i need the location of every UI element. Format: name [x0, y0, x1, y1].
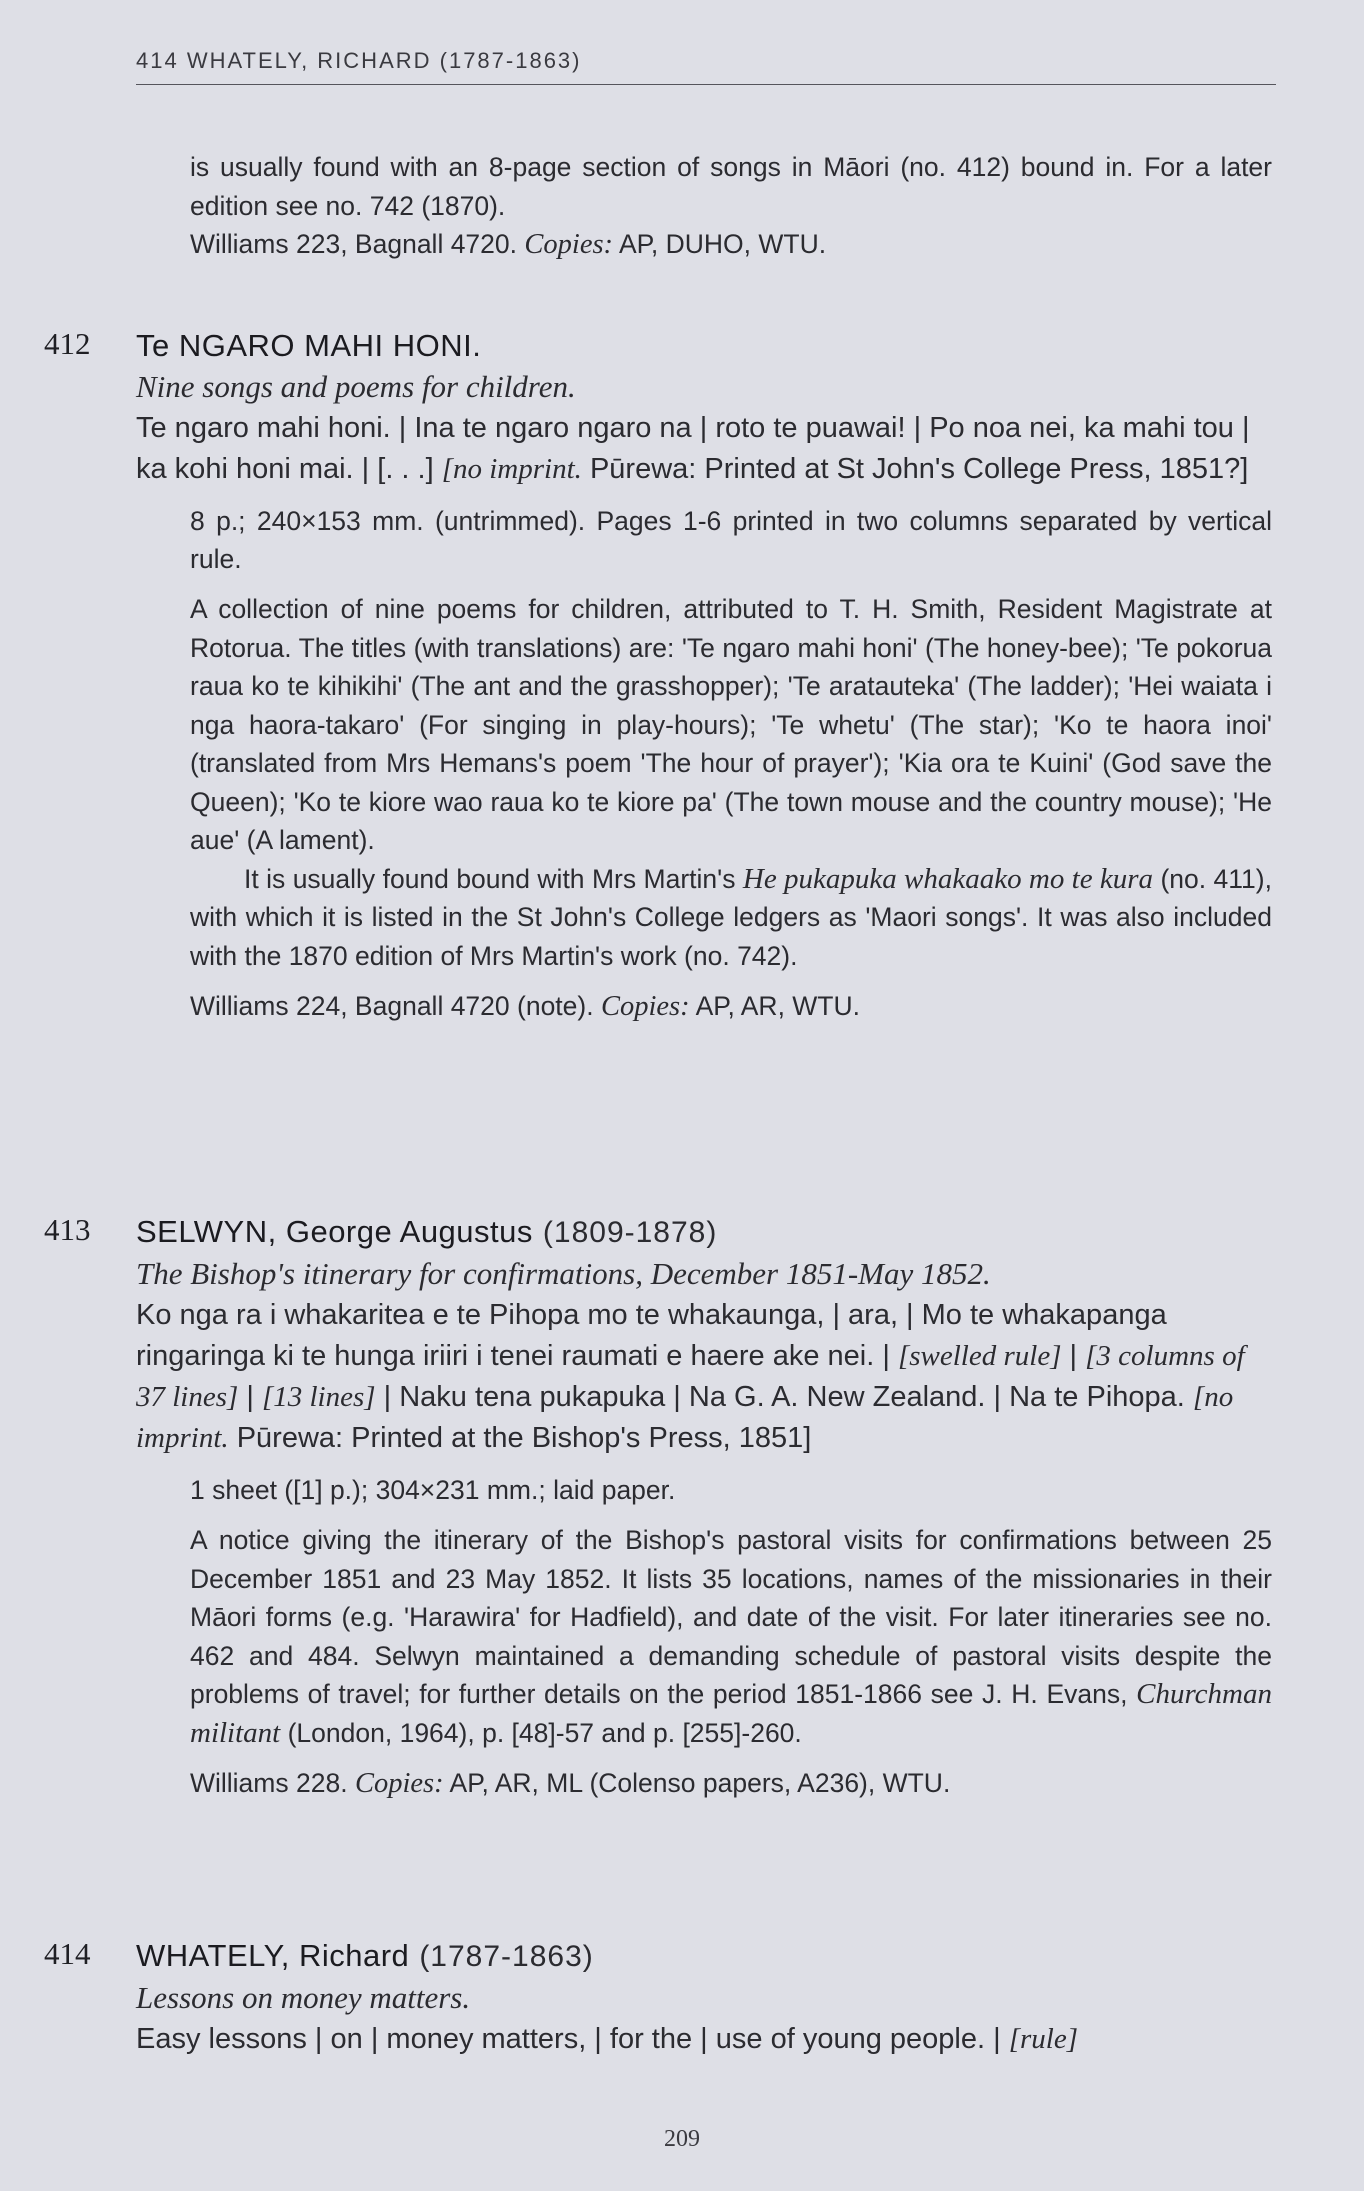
reference-list: Williams 223, Bagnall 4720. [190, 229, 518, 259]
entry-continuation [0, 148, 1364, 264]
note-paragraph: A collection of nine poems for children, attributed to T. H. Smith, Resident Magistrate at Rotorua. The titles (with translations) are: 'Te ngaro mahi honi' (The honey-bee); 'Te pokorua raua ko te kihikihi' (The ant and the grasshopper); 'Te aratauteka' (The ladder); 'Hei waiata i nga haora-takaro' (For singing in play-hours); 'Te whetu' (The star); 'Ko te haora inoi' (translated from Mrs Hemans's poem 'The hour of prayer'); 'Kia ora te Kuini' (God save the Queen); 'Ko te kiore wao raua ko te kiore pa' (The town mouse and the country mouse); 'He aue' (A lament). [190, 594, 1272, 855]
copies-label: Copies: [354, 1768, 444, 1799]
copies-list: AP, AR, ML (Colenso papers, A236), WTU. [449, 1768, 951, 1798]
copies-label: Copies: [600, 991, 690, 1022]
physical-description: 8 p.; 240×153 mm. (untrimmed). Pages 1-6 printed in two columns separated by vertical rule. [190, 506, 1272, 574]
entry-414 [0, 1936, 1364, 2060]
entry-notes [190, 1521, 1272, 1752]
author-name: SELWYN, George Augustus [136, 1214, 533, 1249]
author-dates: (1809-1878) [542, 1216, 718, 1249]
physical-description: 1 sheet ([1] p.); 304×231 mm.; laid paper. [190, 1475, 676, 1505]
entry-number: 414 [44, 1936, 91, 1971]
note-paragraph: It is usually found bound with Mrs Martin's He pukapuka whakaako mo te kura (no. 411), with which it is listed in the St John's College ledgers as 'Maori songs'. It was also included with the 1870 edition of Mrs Martin's work (no. 742). [190, 862, 1272, 971]
copies-list: AP, DUHO, WTU. [618, 229, 827, 259]
copies-list: AP, AR, WTU. [695, 991, 860, 1021]
entry-title: The Bishop's itinerary for confirmations, December 1851-May 1852. [136, 1256, 991, 1291]
imprint-note: [no imprint. [136, 1381, 1234, 1454]
entry-heading [136, 326, 1276, 366]
cited-title: He pukapuka whakaako mo te kura [742, 862, 1154, 895]
author-dates: (1787-1863) [419, 1940, 594, 1973]
cited-title: Churchman militant [190, 1678, 1272, 1749]
entry-heading [136, 1936, 1276, 1977]
references [190, 987, 1272, 1026]
title-transcription: Ko nga ra i whakaritea e te Pihopa mo te whakaunga, | ara, | Mo te whakapanga ringaringa ki te hunga iriiri i tenei raumati e haere ake nei. | [swelled rule] | [3 columns of 37 lines] | [13 lines] | Naku tena pukapuka | Na G. A. New Zealand. | Na te Pihopa. [no imprint. Pūrewa: Printed at the Bishop's Press, 1851] [136, 1299, 1245, 1454]
references [190, 225, 1272, 264]
reference-list: Williams 228. [190, 1768, 348, 1798]
note-paragraph: A notice giving the itinerary of the Bishop's pastoral visits for confirmations between 25 December 1851 and 23 May 1852. It lists 35 locations, names of the missionaries in their Māori forms (e.g. 'Harawira' for Hadfield), and date of the visit. For later itineraries see no. 462 and 484. Selwyn maintained a demanding schedule of pastoral visits despite the problems of travel; for further details on the period 1851-1866 see J. H. Evans, Churchman militant (London, 1964), p. [48]-57 and p. [255]-260. [190, 1525, 1272, 1749]
entry-412 [0, 326, 1364, 1026]
author-name: Te NGARO MAHI HONI. [136, 328, 482, 363]
entry-number: 413 [44, 1212, 91, 1247]
author-name: WHATELY, Richard [136, 1938, 410, 1973]
continuation-text: is usually found with an 8-page section of songs in Māori (no. 412) bound in. For a later edition see no. 742 (1870). [190, 152, 1272, 221]
title-transcription: Easy lessons | on | money matters, | for the | use of young people. | [rule] [136, 2023, 1078, 2055]
imprint-note: [no imprint. [441, 453, 582, 485]
entry-notes [190, 590, 1272, 975]
entry-413 [0, 1212, 1364, 1803]
running-head: 414 WHATELY, RICHARD (1787-1863) [136, 48, 1276, 85]
references [190, 1764, 1272, 1803]
copies-label: Copies: [524, 229, 614, 260]
page-number: 209 [664, 2126, 700, 2152]
entry-heading [136, 1212, 1276, 1253]
reference-list: Williams 224, Bagnall 4720 (note). [190, 991, 594, 1021]
entry-number: 412 [44, 326, 91, 361]
title-transcription: Te ngaro mahi honi. | Ina te ngaro ngaro na | roto te puawai! | Po noa nei, ka mahi tou | ka kohi honi mai. | [. . .] [no imprint. Pūrewa: Printed at St John's College Press, 1851?] [136, 412, 1250, 485]
entry-title: Nine songs and poems for children. [136, 369, 576, 404]
entry-title: Lessons on money matters. [136, 1980, 471, 2015]
